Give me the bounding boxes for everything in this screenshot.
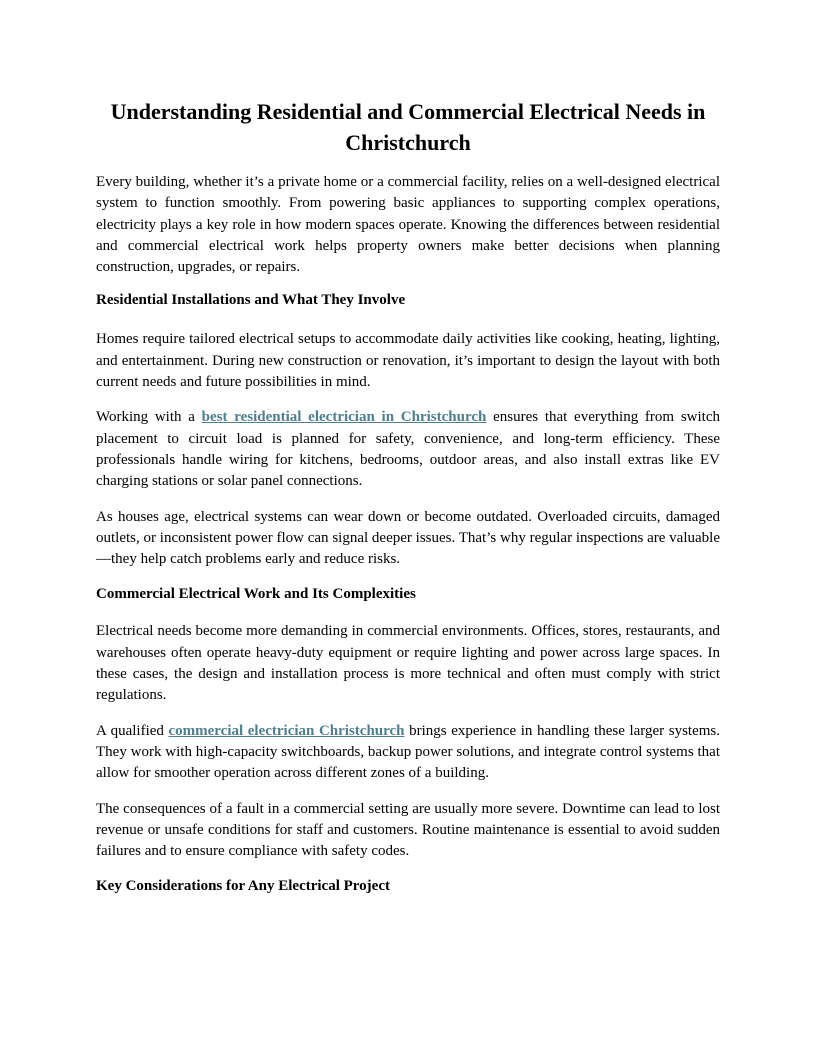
document-page (96, 96, 720, 913)
intro-paragraph: Every building, whether it’s a private home or a commercial facility, relies on a well-designed electrical system to function smoothly. From powering basic appliances to supporting complex operations, electricity plays a key role in how modern spaces operate. Knowing the differences between residential and commercial electrical work helps property owners make better decisions when planning construction, upgrades, or repairs. (96, 174, 720, 276)
residential-paragraph-2-lead: Working with a (96, 409, 202, 426)
residential-paragraph-3: As houses age, electrical systems can wear down or become outdated. Overloaded circuits, damaged outlets, or inconsistent power flow can signal deeper issues. That’s why regular inspections are valuable—they help catch problems early and reduce risks. (96, 508, 720, 568)
commercial-paragraph-2-rest: brings experience in handling these larger systems. They work with high-capacity switchboards, backup power solutions, and integrate control systems that allow for smoother operation across different zones of a building. (96, 722, 720, 782)
residential-paragraph-2 (96, 407, 720, 492)
page-title: Understanding Residential and Commercial Electrical Needs in Christchurch (110, 99, 706, 155)
commercial-electrician-link[interactable]: commercial electrician Christchurch (168, 722, 405, 739)
residential-electrician-link[interactable]: best residential electrician in Christchurch (201, 409, 487, 426)
residential-paragraph-1: Homes require tailored electrical setups to accommodate daily activities like cooking, heating, lighting, and entertainment. During new construction or renovation, it’s important to design the layout with both current needs and future possibilities in mind. (96, 331, 720, 391)
residential-paragraph-2-rest: ensures that everything from switch placement to circuit load is planned for safety, convenience, and long-term efficiency. These professionals handle wiring for kitchens, bedrooms, outdoor areas, and also install extras like EV charging stations or solar panel connections. (96, 409, 720, 490)
section-heading-residential: Residential Installations and What They Involve (96, 292, 406, 309)
section-heading-key-considerations: Key Considerations for Any Electrical Project (96, 878, 390, 895)
commercial-paragraph-1: Electrical needs become more demanding in commercial environments. Offices, stores, restaurants, and warehouses often operate heavy-duty equipment or require lighting and power across large spaces. In these cases, the design and installation process is more technical and often must comply with strict regulations. (96, 623, 720, 704)
commercial-paragraph-2 (96, 721, 720, 785)
section-heading-commercial: Commercial Electrical Work and Its Complexities (96, 586, 416, 603)
commercial-paragraph-3: The consequences of a fault in a commercial setting are usually more severe. Downtime can lead to lost revenue or unsafe conditions for staff and customers. Routine maintenance is essential to avoid sudden failures and to ensure compliance with safety codes. (96, 800, 720, 860)
commercial-paragraph-2-lead: A qualified (96, 722, 169, 739)
